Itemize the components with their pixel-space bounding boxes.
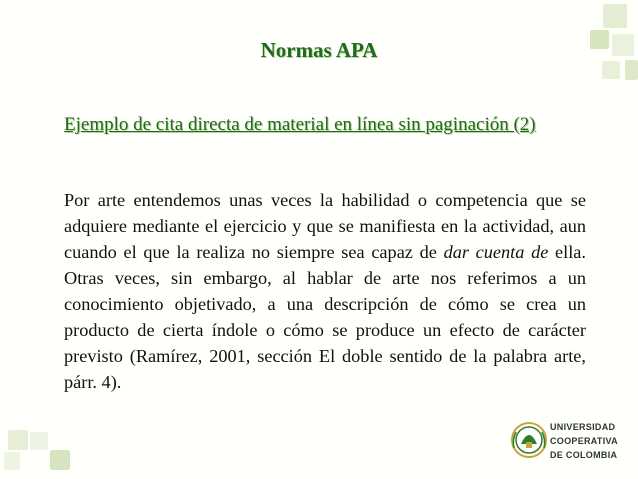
slide-subtitle: Ejemplo de cita directa de material en línea sin paginación (2) — [64, 114, 536, 135]
university-seal-icon — [510, 418, 548, 462]
quote-text-1: Por arte entendemos unas veces la habilidad o competencia que se adquiere mediante el ejercicio y que se manifiesta en la actividad, aun cuando el que la realiza no siempre sea capaz de — [64, 190, 586, 262]
quote-emphasis: dar cuenta de — [443, 242, 549, 262]
university-logo — [510, 412, 628, 468]
slide-title: Normas APA — [260, 38, 378, 62]
quote-text-2: ella. Otras veces, sin embargo, al hablar de arte nos referimos a un conocimiento objetivado, a una descripción de cómo se crea un producto de cierta índole o cómo se produce un efecto de carácter previsto (Ramírez, 2001, sección El doble sentido de la palabra arte, párr. 4). — [64, 242, 586, 392]
quote-paragraph — [64, 187, 586, 395]
logo-line-2: COOPERATIVA — [550, 436, 618, 446]
logo-line-1: UNIVERSIDAD — [550, 422, 616, 432]
logo-line-3: DE COLOMBIA — [550, 450, 618, 460]
